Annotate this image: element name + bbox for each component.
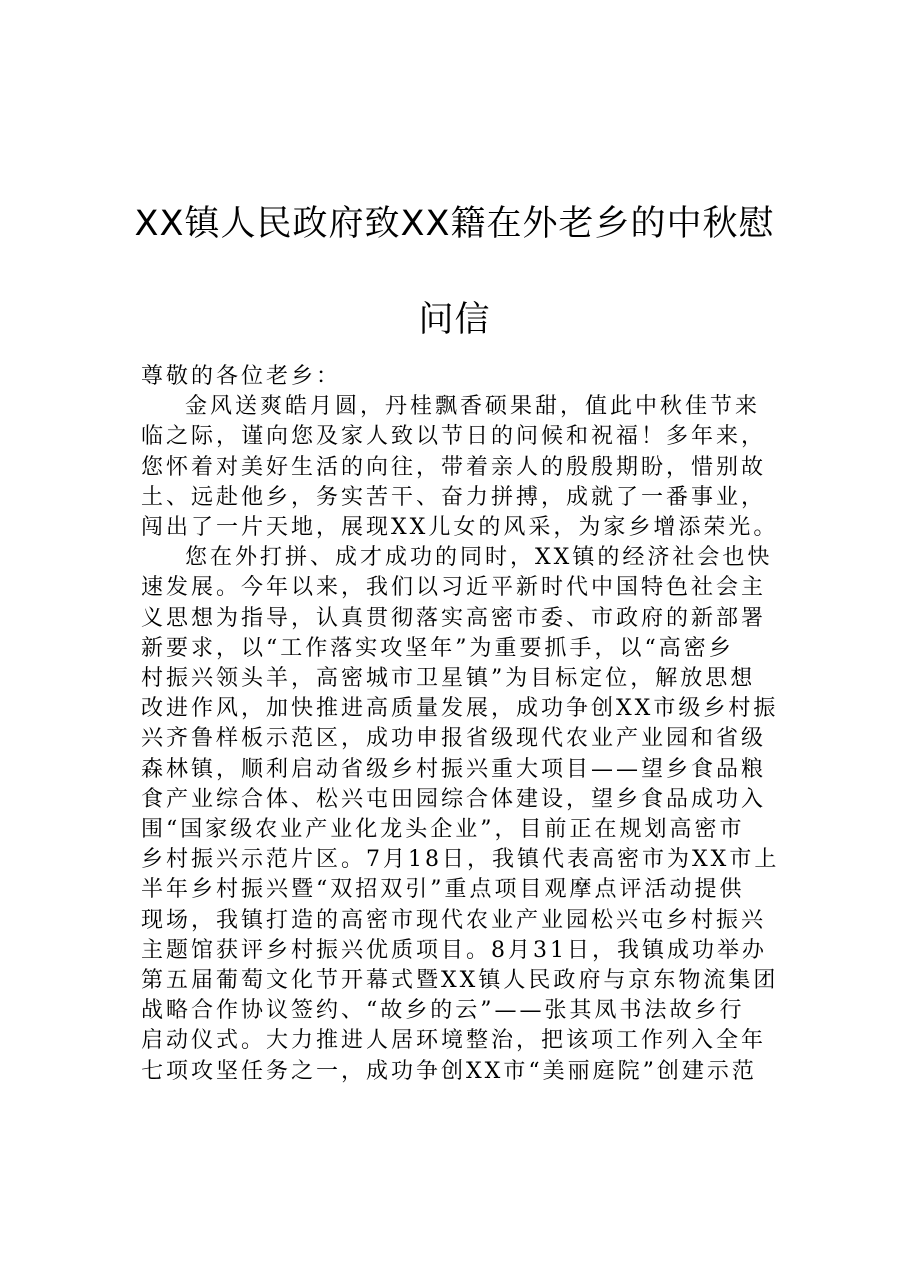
paragraph-line: 战略合作协议签约、“故乡的云”——张其凤书法故乡行	[141, 998, 745, 1024]
paragraph-line: 现场，我镇打造的高密市现代农业产业园松兴屯乡村振兴	[141, 907, 767, 933]
title-line-2: 问信	[418, 300, 491, 340]
paragraph-line: 土、远赴他乡，务实苦干、奋力拼搏，成就了一番事业，	[141, 484, 767, 510]
paragraph-line: 七项攻坚任务之一，成功争创XX市“美丽庭院”创建示范	[141, 1058, 757, 1084]
paragraph-line: 兴齐鲁样板示范区，成功申报省级现代农业产业园和省级	[141, 726, 767, 752]
paragraph-line: 围“国家级农业产业化龙头企业”，目前正在规划高密市	[141, 817, 745, 843]
salutation: 尊敬的各位老乡：	[141, 364, 342, 389]
letter-body	[141, 362, 780, 1087]
paragraph-development	[141, 543, 780, 1087]
paragraph-line: 第五届葡萄文化节开幕式暨XX镇人民政府与京东物流集团	[141, 968, 779, 994]
title-line-1: XX镇人民政府致XX籍在外老乡的中秋慰	[134, 204, 775, 244]
document-title	[100, 176, 809, 368]
paragraph-line: 金风送爽皓月圆，丹桂飘香硕果甜，值此中秋佳节来	[185, 394, 761, 420]
paragraph-line: 乡村振兴示范片区。7月18日，我镇代表高密市为XX市上	[141, 847, 780, 873]
paragraph-line: 速发展。今年以来，我们以习近平新时代中国特色社会主	[141, 575, 767, 601]
paragraph-line: 改进作风，加快推进高质量发展，成功争创XX市级乡村振	[141, 696, 779, 722]
paragraph-line: 启动仪式。大力推进人居环境整治，把该项工作列入全年	[141, 1028, 767, 1054]
paragraph-line: 新要求，以“工作落实攻坚年”为重要抓手，以“高密乡	[141, 635, 734, 661]
paragraph-line: 您怀着对美好生活的向往，带着亲人的殷殷期盼，惜别故	[141, 454, 767, 480]
paragraph-line: 您在外打拼、成才成功的同时，XX镇的经济社会也快	[185, 545, 773, 571]
paragraph-greeting	[141, 392, 779, 543]
paragraph-line: 森林镇，顺利启动省级乡村振兴重大项目——望乡食品粮	[141, 756, 767, 782]
paragraph-line: 临之际，谨向您及家人致以节日的问候和祝福！多年来，	[141, 424, 767, 450]
paragraph-line: 闯出了一片天地，展现XX儿女的风采，为家乡增添荣光。	[141, 515, 779, 541]
paragraph-line: 主题馆获评乡村振兴优质项目。8月31日，我镇成功举办	[141, 937, 767, 963]
paragraph-line: 食产业综合体、松兴屯田园综合体建设，望乡食品成功入	[141, 786, 767, 812]
paragraph-line: 半年乡村振兴暨“双招双引”重点项目观摩点评活动提供	[141, 877, 745, 903]
paragraph-line: 义思想为指导，认真贯彻落实高密市委、市政府的新部署	[141, 605, 767, 631]
paragraph-line: 村振兴领头羊，高密城市卫星镇”为目标定位，解放思想	[141, 666, 756, 692]
